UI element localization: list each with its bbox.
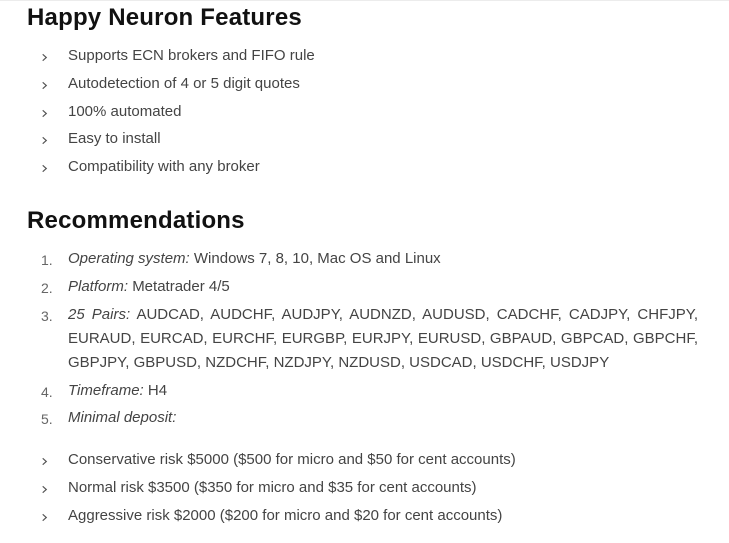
list-item xyxy=(0,407,729,435)
list-item xyxy=(0,128,729,156)
item-number: 3. xyxy=(41,307,53,324)
item-text xyxy=(68,380,698,402)
list-item xyxy=(0,477,729,505)
item-value: H4 xyxy=(147,381,168,399)
item-label: Minimal deposit: xyxy=(68,409,177,427)
list-item xyxy=(0,380,729,408)
chevron-right-icon xyxy=(40,109,49,118)
features-list xyxy=(0,45,729,184)
item-value: Metatrader 4/5 xyxy=(132,277,230,295)
features-heading: Happy Neuron Features xyxy=(27,4,302,31)
chevron-right-icon xyxy=(40,81,49,90)
deposit-text: Normal risk $3500 ($350 for micro and $35 for cent accounts) xyxy=(68,478,477,496)
recommendations-list xyxy=(0,248,729,435)
item-label: Timeframe: xyxy=(68,381,144,399)
recommendations-heading: Recommendations xyxy=(27,207,245,234)
item-number: 1. xyxy=(41,252,53,268)
item-text xyxy=(68,303,698,375)
item-value: Windows 7, 8, 10, Mac OS and Linux xyxy=(193,250,441,267)
list-item xyxy=(0,156,729,184)
deposit-text: Conservative risk $5000 ($500 for micro and $50 for cent accounts) xyxy=(68,451,516,468)
feature-text: Supports ECN brokers and FIFO rule xyxy=(68,47,315,64)
feature-text: 100% automated xyxy=(68,102,182,120)
chevron-right-icon xyxy=(40,164,49,173)
item-text xyxy=(68,407,698,429)
item-text xyxy=(68,276,698,298)
item-number: 2. xyxy=(41,279,53,296)
top-divider xyxy=(0,0,729,1)
item-value: AUDCAD, AUDCHF, AUDJPY, AUDNZD, AUDUSD, CADCHF, CADJPY, CHFJPY, EURAUD, EURCAD, EURCHF, EURGBP, EURJPY, EURUSD, GBPAUD, GBPCAD, GBPCHF, GBPJPY, GBPUSD, NZDCHF, NZDJPY, NZDUSD, USDCAD, USDCHF, USDJPY xyxy=(68,305,698,371)
chevron-right-icon xyxy=(40,513,49,522)
list-item xyxy=(0,276,729,304)
feature-text: Easy to install xyxy=(68,130,161,148)
deposit-list xyxy=(0,449,729,532)
list-item xyxy=(0,505,729,533)
item-label: 25 Pairs: xyxy=(68,305,131,323)
feature-text: Autodetection of 4 or 5 digit quotes xyxy=(68,74,300,92)
list-item xyxy=(0,304,729,380)
chevron-right-icon xyxy=(40,136,49,145)
list-item xyxy=(0,248,729,276)
list-item xyxy=(0,101,729,129)
list-item xyxy=(0,73,729,101)
deposit-text: Aggressive risk $2000 ($200 for micro and $20 for cent accounts) xyxy=(68,506,503,524)
chevron-right-icon xyxy=(40,485,49,494)
item-number: 5. xyxy=(41,411,53,428)
item-label: Operating system: xyxy=(68,250,190,267)
chevron-right-icon xyxy=(40,457,49,466)
item-text xyxy=(68,248,698,270)
item-label: Platform: xyxy=(68,277,129,295)
list-item xyxy=(0,449,729,477)
item-number: 4. xyxy=(41,383,53,400)
chevron-right-icon xyxy=(40,53,49,62)
feature-text: Compatibility with any broker xyxy=(68,158,260,176)
list-item xyxy=(0,45,729,73)
